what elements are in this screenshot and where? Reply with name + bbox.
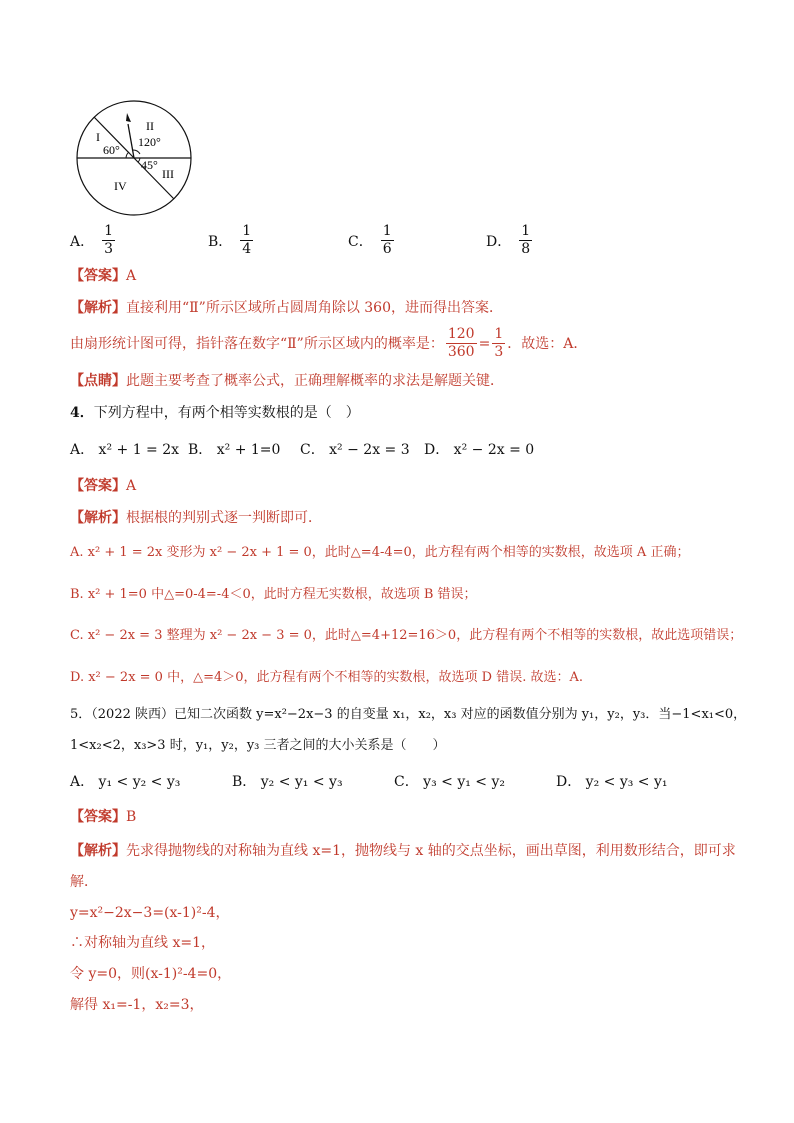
region-label-4: IV [114, 179, 127, 193]
q4-stem: 4．下列方程中，有两个相等实数根的是（ ） [70, 405, 360, 421]
angle-label-60: 60° [103, 143, 120, 157]
q3-option-a: A． $\frac{1}{3}$ [70, 223, 114, 257]
q5-analysis-line-2: 解． [70, 874, 98, 890]
q4-analysis-line-c: C. x² − 2x = 3 整理为 x² − 2x − 3 = 0，此时△=4+12=16＞0，此方程有两个不相等的实数根，故此选项错误； [70, 628, 743, 643]
q5-option-c: C． y₃ < y₁ < y₂ [394, 774, 505, 790]
q4-analysis: 【解析】根据根的判别式逐一判断即可． [70, 510, 322, 526]
angle-arc-60 [126, 152, 129, 158]
q5-option-d: D． y₂ < y₃ < y₁ [556, 774, 668, 790]
q3-comment: 【点睛】此题主要考查了概率公式，正确理解概率的求法是解题关键． [70, 373, 504, 389]
q4-option-a: A． x² + 1 = 2x [70, 442, 180, 458]
q4-option-b: B． x² + 1=0 [188, 442, 281, 458]
q5-step-2: ∴对称轴为直线 x=1， [70, 935, 215, 951]
q5-stem-line-2: 1<x₂<2，x₃>3 时，y₁，y₂，y₃ 三者之间的大小关系是（ ） [70, 738, 446, 753]
q3-option-b: B． $\frac{1}{4}$ [208, 223, 252, 257]
q5-option-b: B． y₂ < y₁ < y₃ [232, 774, 343, 790]
q4-analysis-line-a: A. x² + 1 = 2x 变形为 x² − 2x + 1 = 0，此时△=4-4=0，此方程有两个相等的实数根，故选项 A 正确； [70, 545, 690, 560]
q4-answer: 【答案】A [70, 478, 137, 494]
q4-analysis-line-d: D. x² − 2x = 0 中，△=4＞0，此方程有两个不相等的实数根，故选项 D 错误. 故选：A. [70, 670, 583, 685]
angle-arc-45 [138, 158, 140, 162]
q5-stem-line-1: 5．（2022 陕西）已知二次函数 y=x²−2x−3 的自变量 x₁，x₂，x₃ 对应的函数值分别为 y₁，y₂，y₃．当−1<x₁<0， [70, 707, 747, 722]
region-label-1: I [96, 130, 100, 144]
arrow-head-icon [126, 113, 131, 122]
q5-answer: 【答案】B [70, 809, 137, 825]
q3-calculation: 由扇形统计图可得，指针落在数字“Ⅱ”所示区域内的概率是： $\frac{120}{360}$ = $\frac{1}{3}$ ．故选：A． [70, 326, 588, 360]
q3-option-b-fraction: $\frac{1}{4}$ [242, 223, 252, 257]
q3-option-c: C． $\frac{1}{6}$ [348, 223, 392, 257]
q3-answer: 【答案】A [70, 268, 137, 284]
region-label-2: II [146, 119, 154, 133]
q3-option-d: D． $\frac{1}{8}$ [486, 223, 531, 257]
q3-option-a-fraction: $\frac{1}{3}$ [104, 223, 114, 257]
probability-spinner-figure [74, 98, 194, 218]
angle-label-45: 45° [141, 158, 158, 172]
q3-option-d-fraction: $\frac{1}{8}$ [521, 223, 531, 257]
angle-label-120: 120° [138, 135, 161, 149]
q3-analysis: 【解析】直接利用“Ⅱ”所示区域所占圆周角除以 360，进而得出答案． [70, 300, 504, 316]
q5-step-1: y=x²−2x−3=(x-1)²-4， [70, 905, 230, 921]
region-label-3: III [162, 167, 174, 181]
q5-step-3: 令 y=0，则(x-1)²-4=0， [70, 966, 232, 982]
q4-analysis-line-b: B. x² + 1=0 中△=0-4=-4＜0，此时方程无实数根，故选项 B 错误； [70, 587, 477, 602]
q5-analysis-line-1: 【解析】先求得抛物线的对称轴为直线 x=1，抛物线与 x 轴的交点坐标，画出草图，利用数形结合，即可求 [70, 843, 736, 859]
q5-option-a: A． y₁ < y₂ < y₃ [70, 774, 181, 790]
q3-calc-fraction-2: $\frac{1}{3}$ [494, 326, 504, 360]
q5-step-4: 解得 x₁=-1，x₂=3， [70, 997, 204, 1013]
q3-option-c-fraction: $\frac{1}{6}$ [382, 223, 392, 257]
angle-arc-120 [133, 150, 140, 154]
q4-option-d: D． x² − 2x = 0 [424, 442, 535, 458]
q4-option-c: C． x² − 2x = 3 [300, 442, 410, 458]
q3-calc-fraction-1: $\frac{120}{360}$ [447, 326, 475, 360]
